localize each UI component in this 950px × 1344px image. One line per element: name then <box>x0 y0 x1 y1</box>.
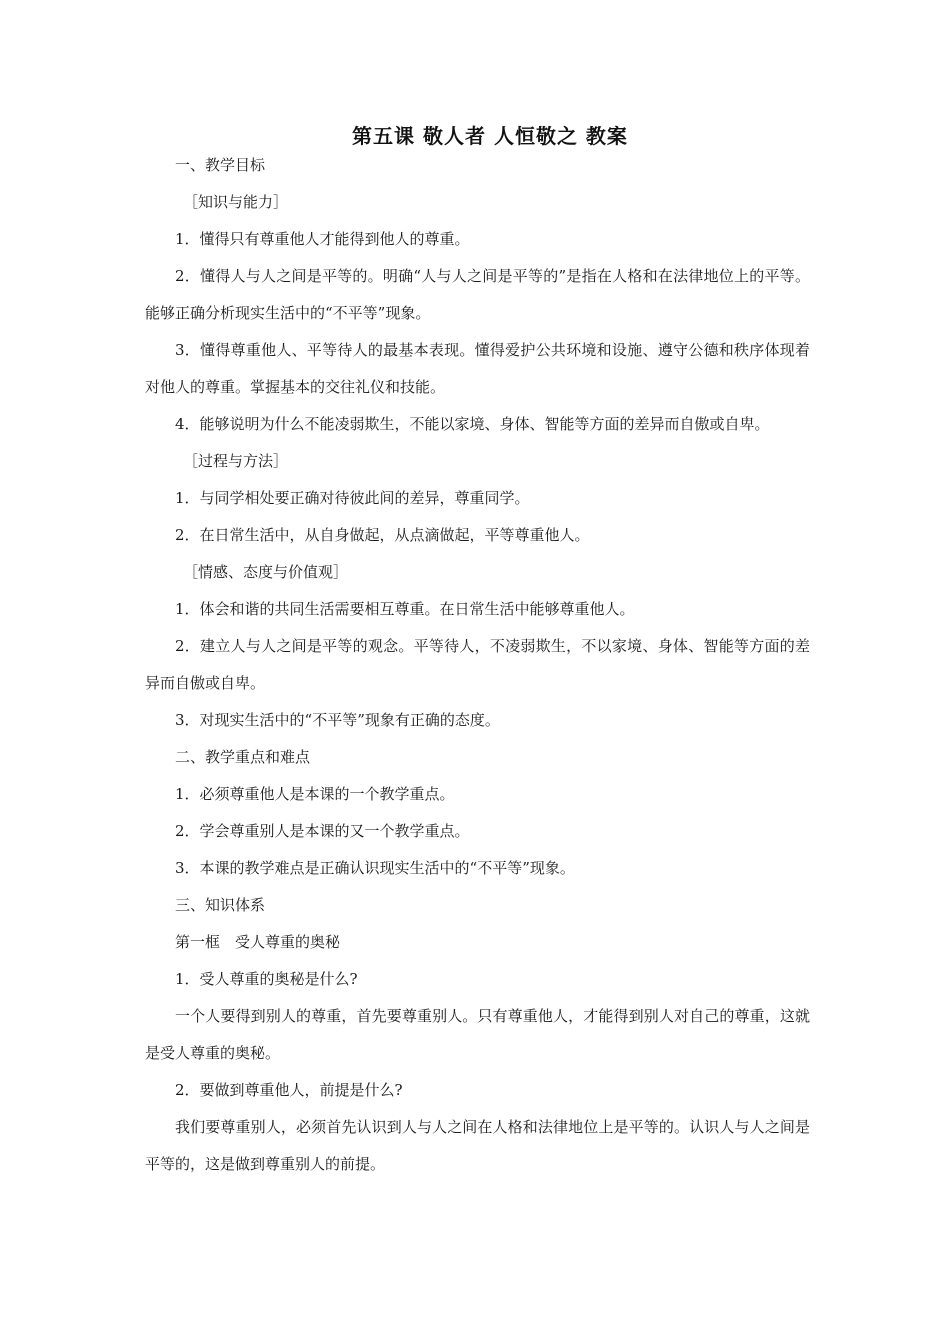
paragraph: 2．懂得人与人之间是平等的。明确“人与人之间是平等的”是指在人格和在法律地位上的平等。能够正确分析现实生活中的“不平等”现象。 <box>145 267 810 322</box>
subheading-emotion-values: ［情感、态度与价值观］ <box>183 563 349 581</box>
section-heading-objectives: 一、教学目标 <box>175 156 266 174</box>
document-body <box>145 147 810 1183</box>
paragraph: 2．学会尊重别人是本课的又一个教学重点。 <box>175 822 470 840</box>
question: 1．受人尊重的奥秘是什么? <box>175 970 358 988</box>
paragraph: 1．必须尊重他人是本课的一个教学重点。 <box>175 785 455 803</box>
paragraph: 1．懂得只有尊重他人才能得到他人的尊重。 <box>175 230 470 248</box>
paragraph: 1．体会和谐的共同生活需要相互尊重。在日常生活中能够尊重他人。 <box>175 600 635 618</box>
question: 2．要做到尊重他人，前提是什么? <box>175 1081 403 1099</box>
paragraph: 2．在日常生活中，从自身做起，从点滴做起，平等尊重他人。 <box>175 526 590 544</box>
subheading-process-method: ［过程与方法］ <box>183 452 289 470</box>
section-heading-key-points: 二、教学重点和难点 <box>175 748 311 766</box>
paragraph: 3．懂得尊重他人、平等待人的最基本表现。懂得爱护公共环境和设施、遵守公德和秩序体现着对他人的尊重。掌握基本的交往礼仪和技能。 <box>145 341 810 396</box>
paragraph: 我们要尊重别人，必须首先认识到人与人之间在人格和法律地位上是平等的。认识人与人之间是平等的，这是做到尊重别人的前提。 <box>145 1118 810 1173</box>
paragraph: 3．本课的教学难点是正确认识现实生活中的“不平等”现象。 <box>175 859 575 877</box>
subheading-knowledge-ability: ［知识与能力］ <box>183 193 289 211</box>
paragraph: 一个人要得到别人的尊重，首先要尊重别人。只有尊重他人，才能得到别人对自己的尊重，这就是受人尊重的奥秘。 <box>145 1007 810 1062</box>
document-title: 第五课 敬人者 人恒敬之 教案 <box>352 124 628 148</box>
section-heading-knowledge-system: 三、知识体系 <box>175 896 266 914</box>
paragraph: 4．能够说明为什么不能凌弱欺生，不能以家境、身体、智能等方面的差异而自傲或自卑。 <box>175 415 770 433</box>
paragraph: 2．建立人与人之间是平等的观念。平等待人，不凌弱欺生，不以家境、身体、智能等方面的差异而自傲或自卑。 <box>145 637 810 692</box>
paragraph: 1．与同学相处要正确对待彼此间的差异，尊重同学。 <box>175 489 530 507</box>
paragraph: 3．对现实生活中的“不平等”现象有正确的态度。 <box>175 711 500 729</box>
subheading-frame-one: 第一框 受人尊重的奥秘 <box>175 933 341 951</box>
